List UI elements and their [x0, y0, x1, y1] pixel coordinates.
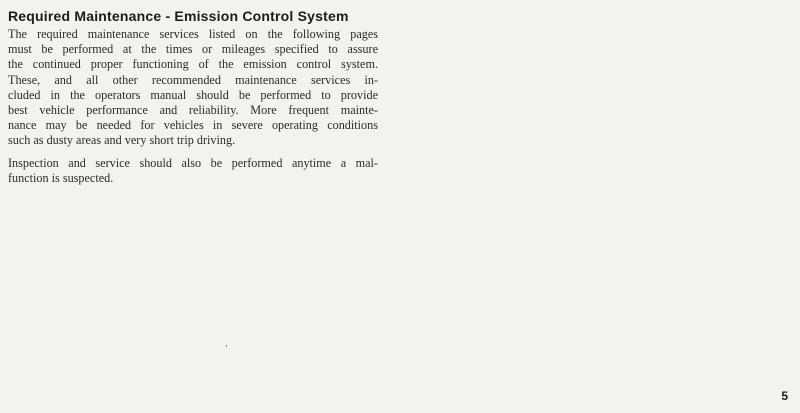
text-line: These, and all other recommended maintenance services in-	[8, 72, 378, 87]
text-line: Inspection and service should also be performed anytime a mal-	[8, 155, 378, 170]
text-line: best vehicle performance and reliability. More frequent mainte-	[8, 103, 378, 118]
text-line: function is suspected.	[8, 170, 114, 185]
text-line: such as dusty areas and very short trip driving.	[8, 133, 236, 148]
text-line: nance may be needed for vehicles in severe operating conditions	[8, 118, 378, 133]
body-text	[8, 27, 378, 186]
page-number: 5	[781, 389, 788, 403]
text-line: cluded in the operators manual should be performed to provide	[8, 87, 378, 102]
paper-speck	[226, 345, 227, 347]
paragraph-spacer	[8, 149, 378, 156]
paragraph-inspection	[8, 156, 378, 186]
paragraph-maintenance-requirements	[8, 27, 378, 149]
text-line: must be performed at the times or mileages specified to assure	[8, 42, 378, 57]
text-line: The required maintenance services listed on the following pages	[8, 27, 378, 41]
text-line: the continued proper functioning of the emission control system.	[8, 57, 378, 72]
section-heading: Required Maintenance - Emission Control System	[8, 8, 349, 24]
